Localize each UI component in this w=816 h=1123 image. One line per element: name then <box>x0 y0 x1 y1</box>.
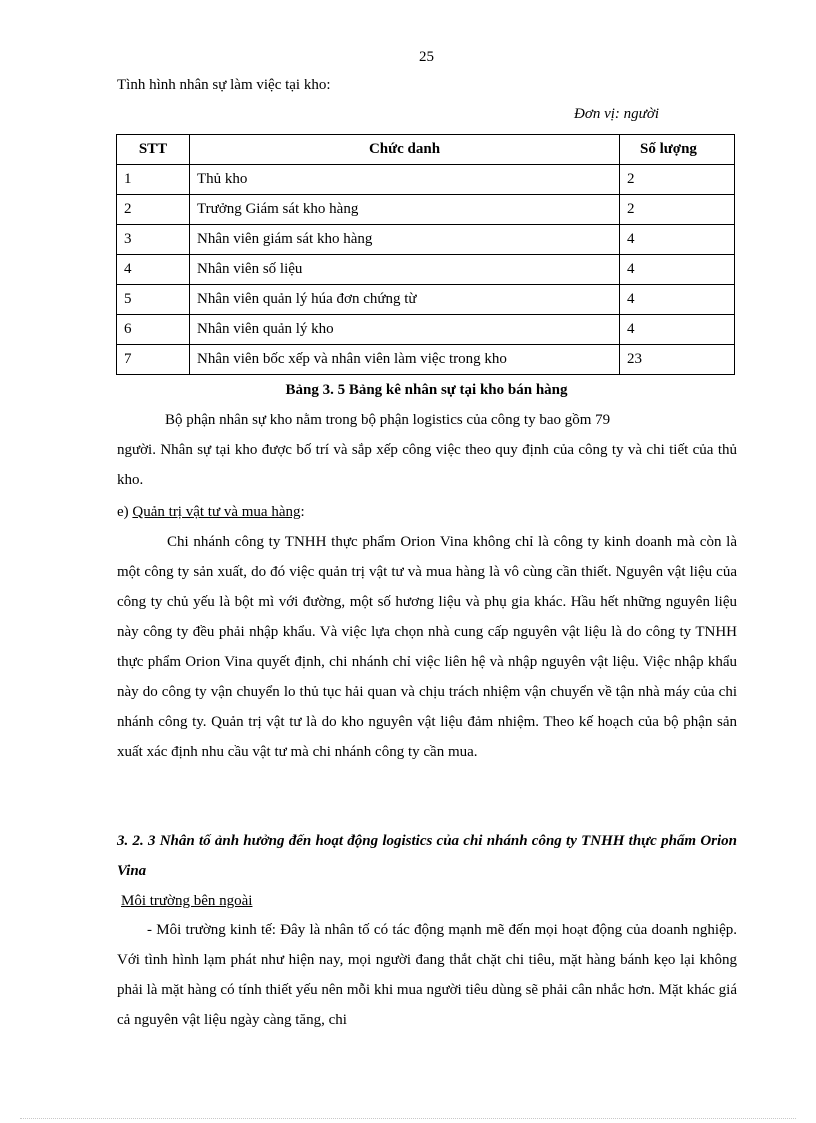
cell-quantity: 4 <box>620 285 735 315</box>
cell-quantity: 4 <box>620 255 735 285</box>
cell-position: Nhân viên số liệu <box>190 255 620 285</box>
table-caption: Bảng 3. 5 Bảng kê nhân sự tại kho bán hàng <box>285 382 568 398</box>
cell-position: Thủ kho <box>190 165 620 195</box>
cell-quantity: 4 <box>620 315 735 345</box>
paragraph-staff-summary <box>117 405 737 495</box>
subheading-external-environment: Môi trường bên ngoài <box>121 893 253 909</box>
table-row <box>117 195 735 225</box>
header-stt: STT <box>117 135 190 165</box>
cell-position: Nhân viên bốc xếp và nhân viên làm việc trong kho <box>190 345 620 375</box>
table-header-row <box>117 135 735 165</box>
page-bottom-divider <box>20 1118 796 1119</box>
cell-stt: 3 <box>117 225 190 255</box>
section-e-suffix: : <box>300 504 305 520</box>
table-row <box>117 165 735 195</box>
cell-stt: 7 <box>117 345 190 375</box>
table-row <box>117 285 735 315</box>
cell-stt: 6 <box>117 315 190 345</box>
section-e-title: Quản trị vật tư và mua hàng <box>132 504 301 520</box>
section-e-heading <box>117 497 737 527</box>
cell-position: Nhân viên quản lý húa đơn chứng từ <box>190 285 620 315</box>
table-row <box>117 255 735 285</box>
staff-table <box>116 134 735 375</box>
cell-stt: 5 <box>117 285 190 315</box>
section-heading-3-2-3: 3. 2. 3 Nhân tố ảnh hưởng đến hoạt động logistics của chi nhánh công ty TNHH thực phẩm Orion Vina <box>117 833 737 879</box>
paragraph-first-line: Bộ phận nhân sự kho nằm trong bộ phận logistics của công ty bao gồm 79 <box>165 412 611 428</box>
cell-stt: 2 <box>117 195 190 225</box>
page-number: 25 <box>419 49 434 65</box>
cell-stt: 4 <box>117 255 190 285</box>
cell-quantity: 2 <box>620 195 735 225</box>
header-quantity: Số lượng <box>620 135 735 165</box>
header-position: Chức danh <box>190 135 620 165</box>
cell-quantity: 2 <box>620 165 735 195</box>
table-row <box>117 345 735 375</box>
cell-position: Trưởng Giám sát kho hàng <box>190 195 620 225</box>
cell-position: Nhân viên giám sát kho hàng <box>190 225 620 255</box>
table-row <box>117 225 735 255</box>
cell-quantity: 23 <box>620 345 735 375</box>
table-row <box>117 315 735 345</box>
paragraph-continuation: người. Nhân sự tại kho được bố trí và sắp xếp công việc theo quy định của công ty và chi tiết của thủ kho. <box>117 442 737 488</box>
paragraph-economic-environment: - Môi trường kinh tế: Đây là nhân tố có tác động mạnh mẽ đến mọi hoạt động của doanh nghiệp. Với tình hình lạm phát như hiện nay, mọi người đang thắt chặt chi tiêu, mặt hàng bánh kẹo lại không phải là mặt hàng có tính thiết yếu nên mỗi khi mua người tiêu dùng sẽ phải cân nhắc hơn. Mặt khác giá cả nguyên vật liệu ngày càng tăng, chi <box>117 922 737 1028</box>
section-e-prefix: e) <box>117 504 133 520</box>
unit-label: Đơn vị: người <box>574 106 660 122</box>
cell-position: Nhân viên quản lý kho <box>190 315 620 345</box>
cell-quantity: 4 <box>620 225 735 255</box>
cell-stt: 1 <box>117 165 190 195</box>
paragraph-materials: Chi nhánh công ty TNHH thực phẩm Orion Vina không chỉ là công ty kinh doanh mà còn là một công ty sản xuất, do đó việc quản trị vật tư và mua hàng là vô cùng cần thiết. Nguyên vật liệu của công ty chủ yếu là bột mì với đường, một số hương liệu và phụ gia khác. Hầu hết những nguyên liệu này công ty đều phải nhập khẩu. Và việc lựa chọn nhà cung cấp nguyên vật liệu là do công ty TNHH thực phẩm Orion Vina quyết định, chi nhánh chỉ việc liên hệ và nhập nguyên vật liệu. Việc nhập khẩu này do công ty vận chuyển lo thủ tục hải quan và chịu trách nhiệm vận chuyển về tận nhà máy của chi nhánh công ty. Quản trị vật tư là do kho nguyên vật liệu đảm nhiệm. Theo kế hoạch của bộ phận sản xuất xác định nhu cầu vật tư mà chi nhánh công ty cần mua. <box>117 534 737 760</box>
intro-text: Tình hình nhân sự làm việc tại kho: <box>117 77 331 93</box>
